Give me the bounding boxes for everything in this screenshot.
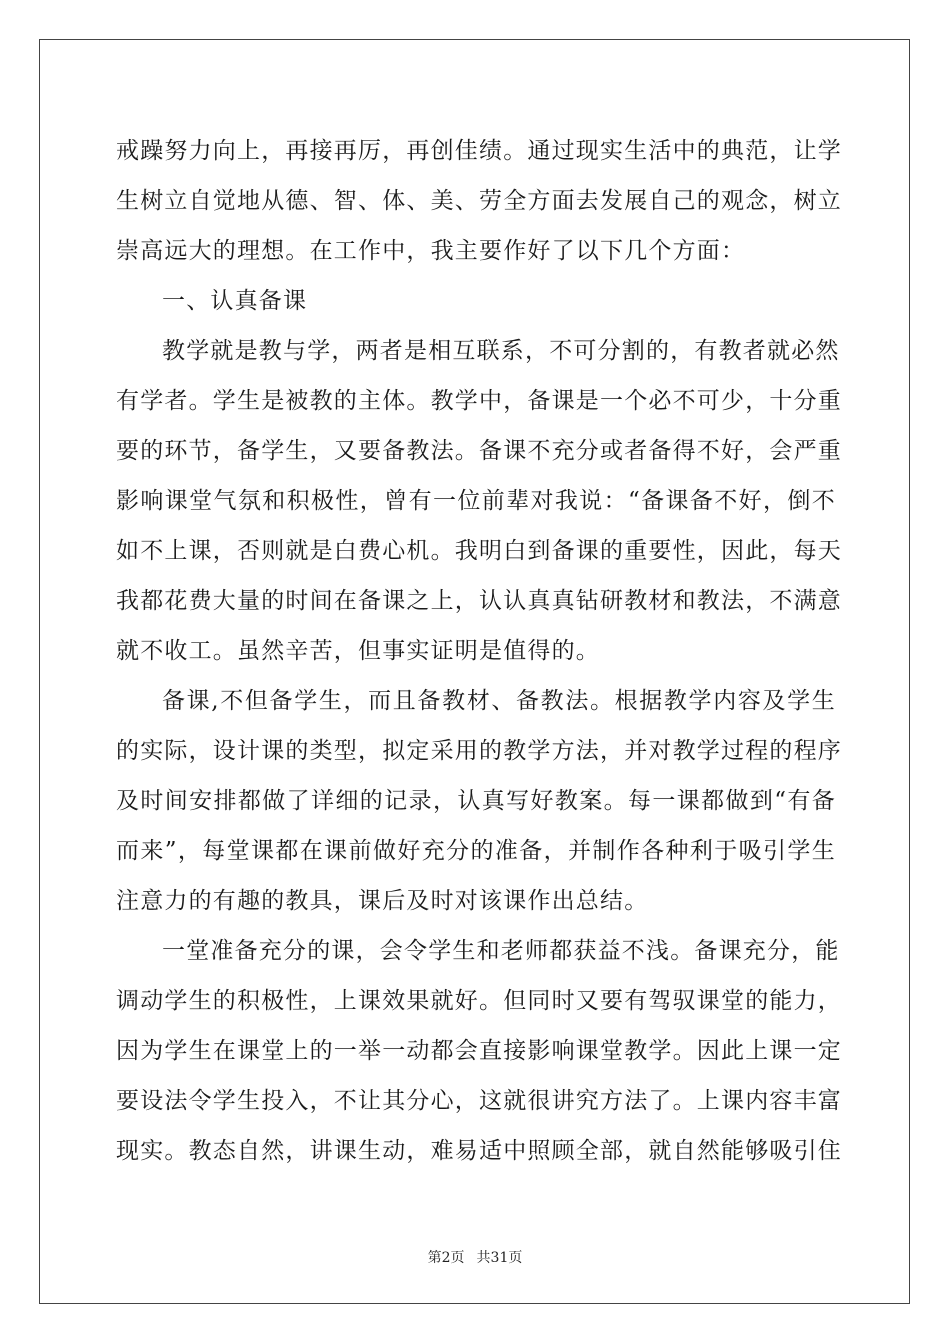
body-line-8: 影响课堂气氛和积极性，曾有一位前辈对我说：“备课备不好，倒不 [116,488,836,514]
body-line-3: 崇高远大的理想。在工作中，我主要作好了以下几个方面： [116,238,746,264]
body-line-20: 要设法令学生投入，不让其分心，这就很讲究方法了。上课内容丰富 [116,1088,842,1114]
body-line-11: 就不收工。虽然辛苦，但事实证明是值得的。 [116,638,600,664]
body-line-18: 调动学生的积极性，上课效果就好。但同时又要有驾驭课堂的能力， [116,988,842,1014]
body-line-7: 要的环节，备学生，又要备教法。备课不充分或者备得不好，会严重 [116,438,842,464]
body-line-12: 备课,不但备学生，而且备教材、备教法。根据教学内容及学生 [162,688,836,714]
section-heading: 一、认真备课 [162,288,308,314]
body-line-17: 一堂准备充分的课，会令学生和老师都获益不浅。备课充分，能 [162,938,840,964]
body-line-2: 生树立自觉地从德、智、体、美、劳全方面去发展自己的观念，树立 [116,188,842,214]
body-line-21: 现实。教态自然，讲课生动，难易适中照顾全部，就自然能够吸引住 [116,1138,842,1164]
body-line-13: 的实际，设计课的类型，拟定采用的教学方法，并对教学过程的程序 [116,738,842,764]
page-total: 共31页 [476,1250,523,1266]
body-line-10: 我都花费大量的时间在备课之上，认认真真钻研教材和教法，不满意 [116,588,842,614]
body-line-5: 教学就是教与学，两者是相互联系，不可分割的，有教者就必然 [162,338,840,364]
document-body [116,126,842,1176]
body-line-15: 而来”，每堂课都在课前做好充分的准备，并制作各种利于吸引学生 [116,838,836,864]
page-number: 第2页 [427,1250,465,1266]
body-line-1: 戒躁努力向上，再接再厉，再创佳绩。通过现实生活中的典范，让学 [116,138,842,164]
body-line-19: 因为学生在课堂上的一举一动都会直接影响课堂教学。因此上课一定 [116,1038,842,1064]
page-footer [0,1247,950,1267]
body-line-9: 如不上课，否则就是白费心机。我明白到备课的重要性，因此，每天 [116,538,842,564]
body-line-16: 注意力的有趣的教具，课后及时对该课作出总结。 [116,888,649,914]
body-line-6: 有学者。学生是被教的主体。教学中，备课是一个必不可少，十分重 [116,388,842,414]
body-line-14: 及时间安排都做了详细的记录，认真写好教案。每一课都做到“有备 [116,788,836,814]
